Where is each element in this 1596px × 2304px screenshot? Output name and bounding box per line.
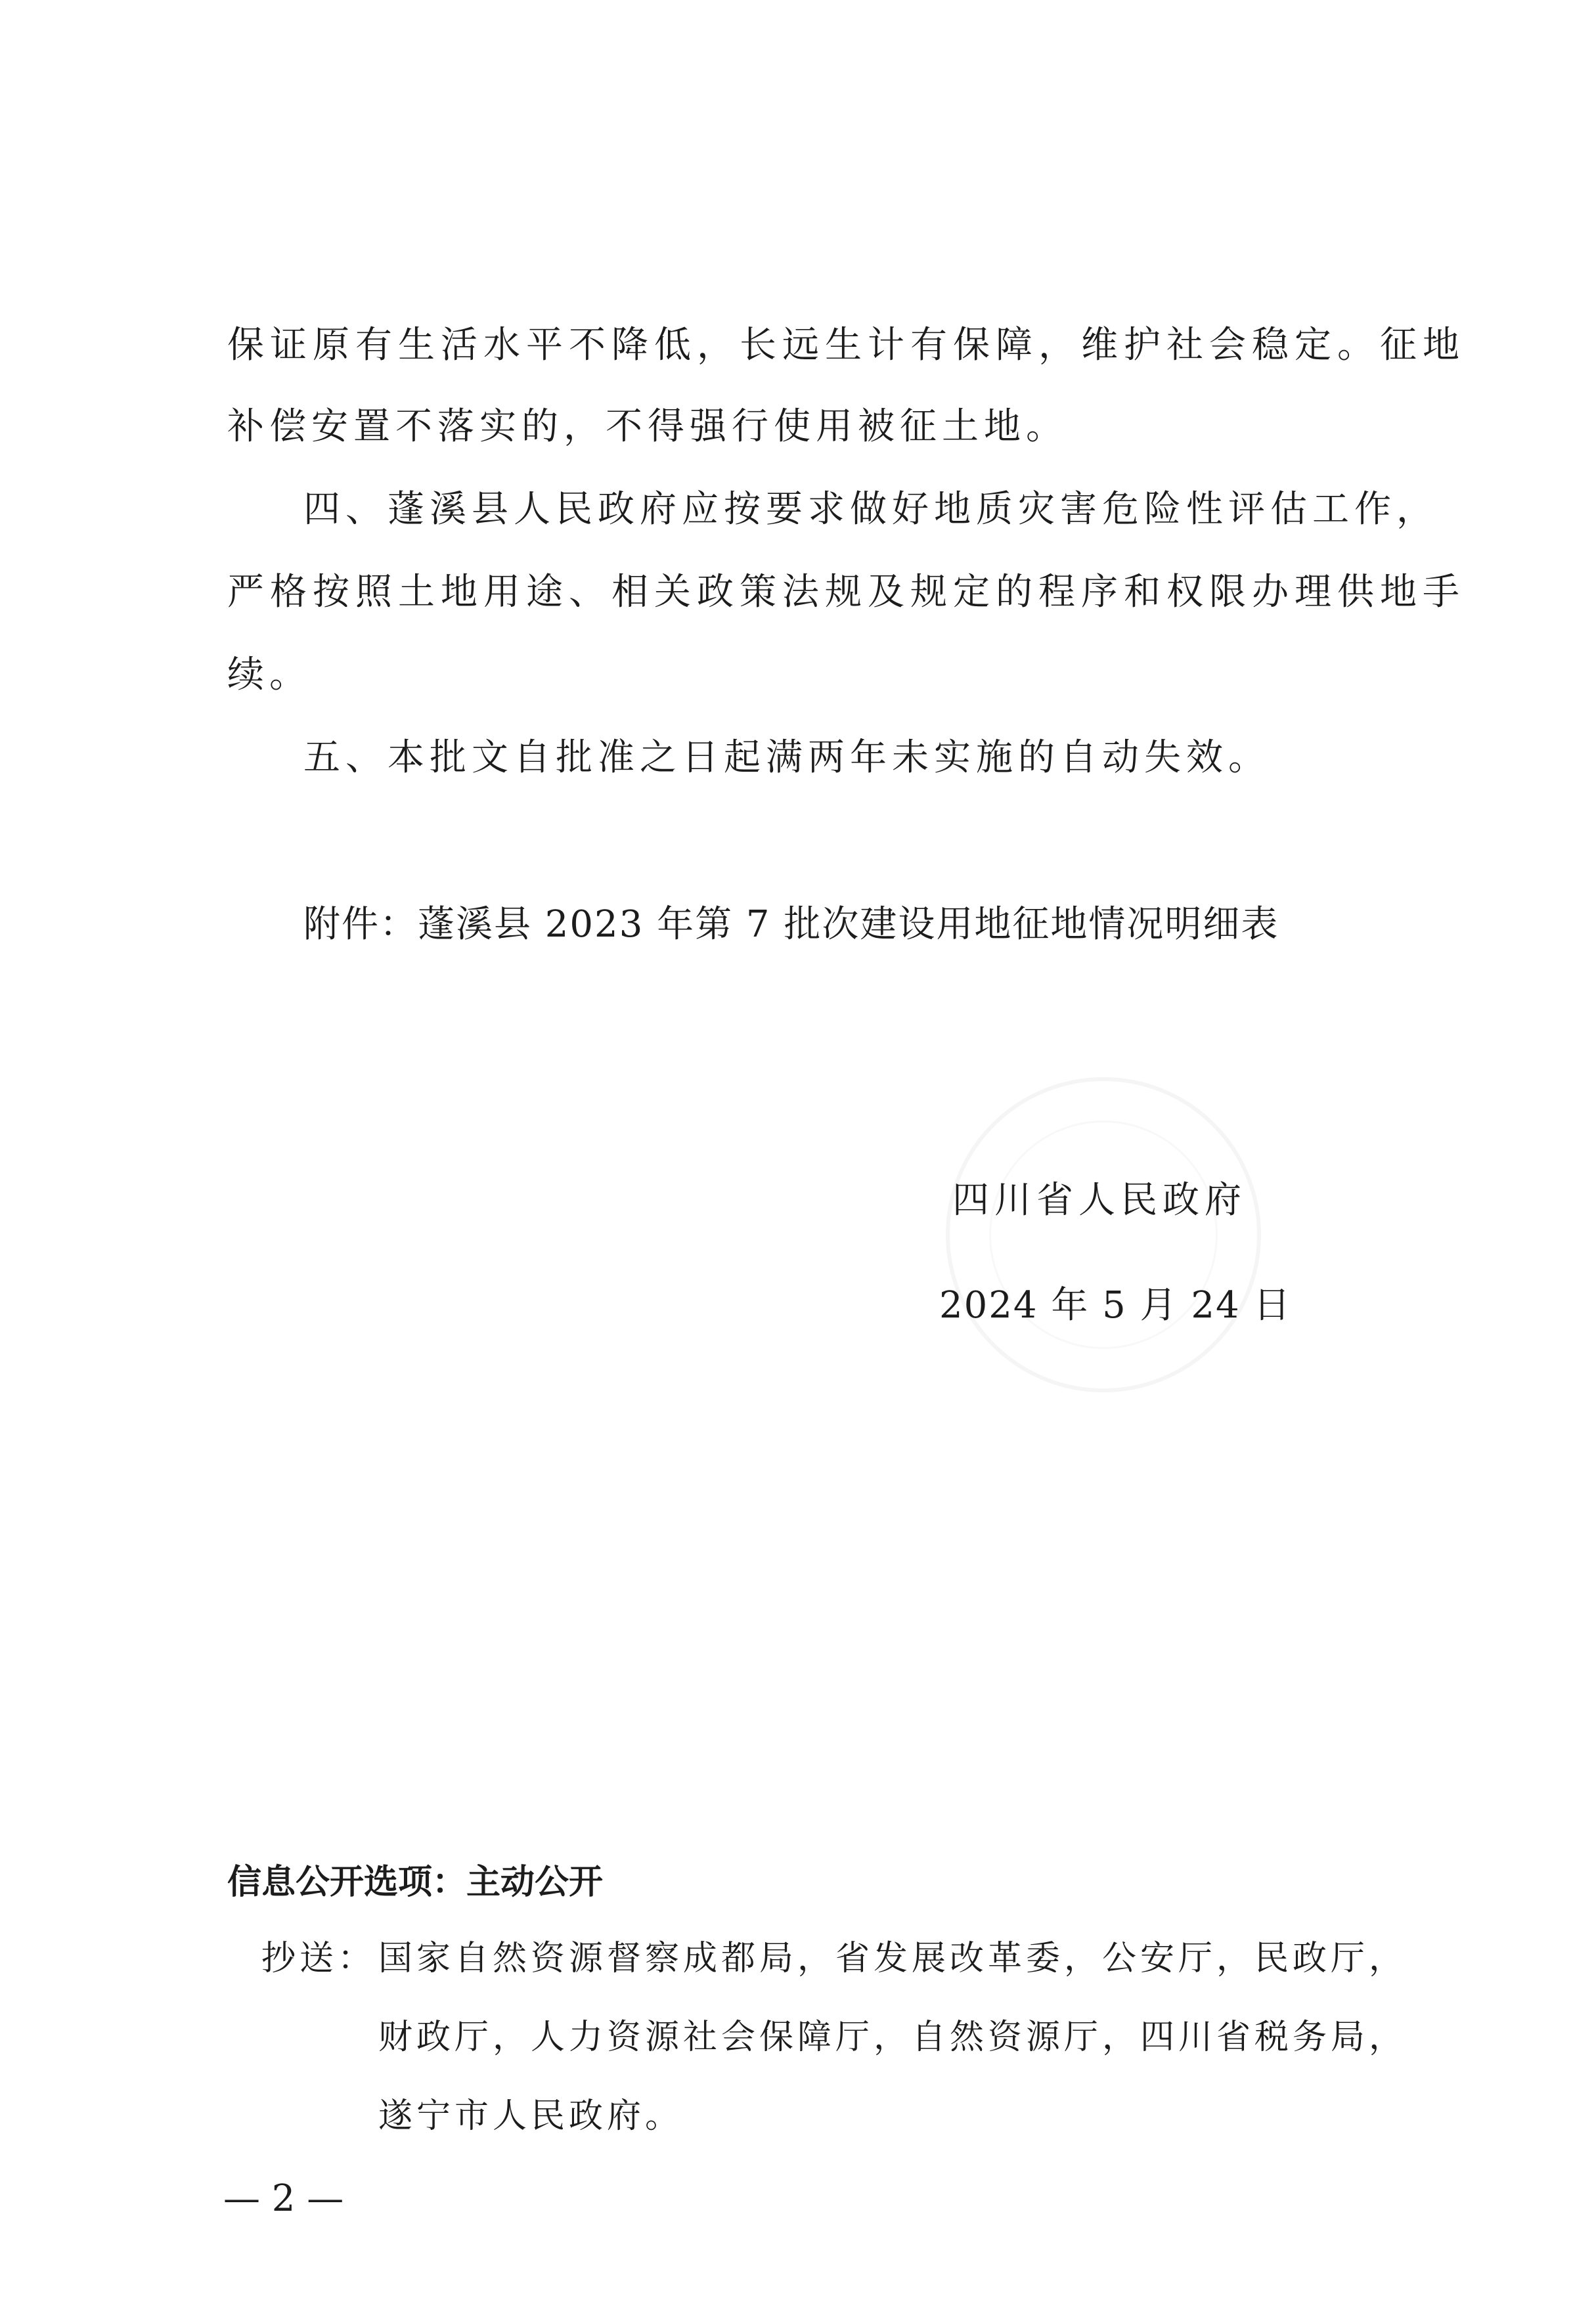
official-seal [946, 1077, 1261, 1392]
para2-line2: 严格按照土地用途、相关政策法规及规定的程序和权限办理供地手 [227, 571, 1465, 613]
cc-label: 抄送： [261, 1939, 376, 1978]
cc-line1: 国家自然资源督察成都局，省发展改革委，公安厅，民政厅， [378, 1939, 1408, 1978]
para2-line1: 四、蓬溪县人民政府应按要求做好地质灾害危险性评估工作， [303, 488, 1438, 531]
para3-line1: 五、本批文自批准之日起满两年未实施的自动失效。 [303, 736, 1270, 779]
disclosure-option: 信息公开选项：主动公开 [227, 1863, 604, 1902]
page-number: — 2 — [223, 2177, 344, 2220]
cc-line2: 财政厅，人力资源社会保障厅，自然资源厅，四川省税务局， [378, 2018, 1408, 2057]
issue-date: 2024 年 5 月 24 日 [939, 1284, 1292, 1327]
issuer-name: 四川省人民政府 [952, 1179, 1247, 1222]
para1-line2: 补偿安置不落实的，不得强行使用被征土地。 [227, 405, 1068, 448]
cc-line3: 遂宁市人民政府。 [378, 2096, 684, 2136]
para1-line1: 保证原有生活水平不降低，长远生计有保障，维护社会稳定。征地 [227, 324, 1465, 366]
para2-line3: 续。 [227, 654, 311, 696]
attachment-line: 附件：蓬溪县 2023 年第 7 批次建设用地征地情况明细表 [303, 903, 1279, 946]
